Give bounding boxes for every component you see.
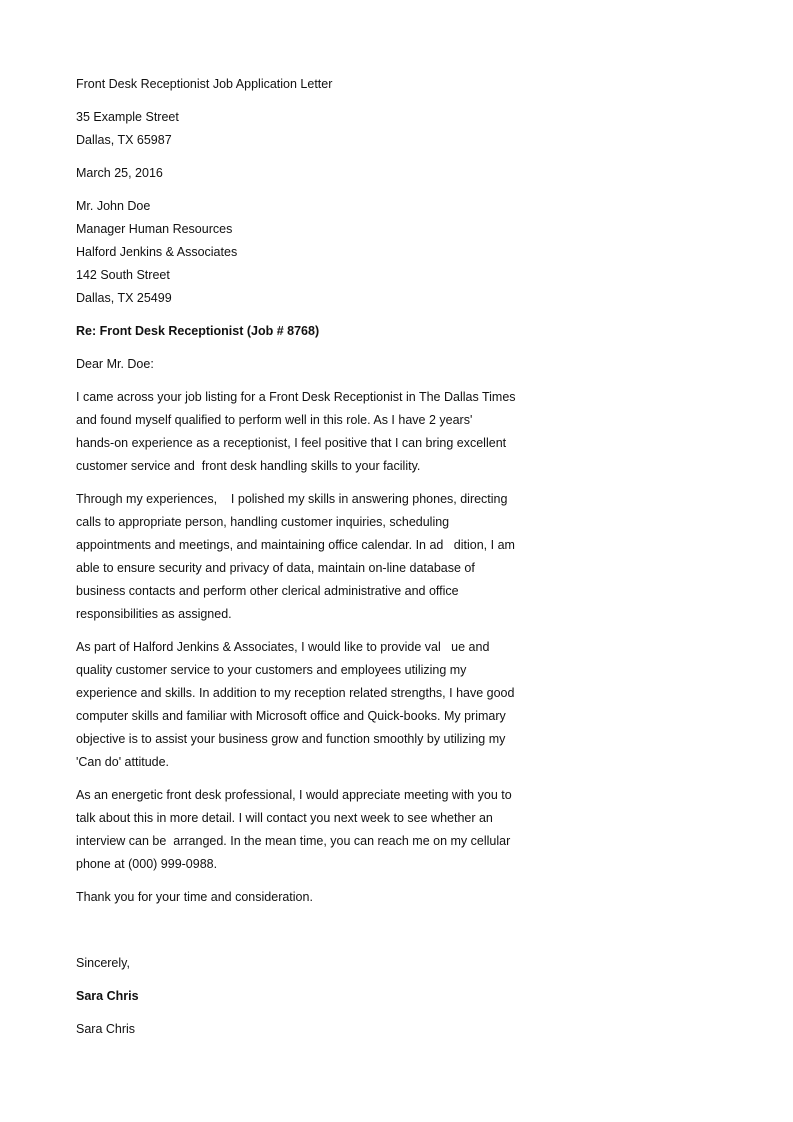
thanks-line: Thank you for your time and consideration. <box>76 890 313 904</box>
paragraph-line: appointments and meetings, and maintaining office calendar. In ad dition, I am <box>76 538 515 552</box>
paragraph-line: objective is to assist your business grow and function smoothly by utilizing my <box>76 732 506 746</box>
paragraph-line: I came across your job listing for a Front Desk Receptionist in The Dallas Times <box>76 390 516 404</box>
salutation: Dear Mr. Doe: <box>76 357 154 371</box>
paragraph-line: business contacts and perform other clerical administrative and office <box>76 584 459 598</box>
body-paragraph-3 <box>76 639 556 777</box>
paragraph-line: talk about this in more detail. I will contact you next week to see whether an <box>76 811 493 825</box>
paragraph-line: 'Can do' attitude. <box>76 755 170 769</box>
signature-bold: Sara Chris <box>76 989 139 1003</box>
paragraph-line: Through my experiences, I polished my skills in answering phones, directing <box>76 492 508 506</box>
recipient-name: Mr. John Doe <box>76 199 151 213</box>
recipient-company: Halford Jenkins & Associates <box>76 245 238 259</box>
paragraph-line: hands-on experience as a receptionist, I feel positive that I can bring excellent <box>76 436 507 450</box>
sender-address-line-2: Dallas, TX 65987 <box>76 133 172 147</box>
sender-address-line-1: 35 Example Street <box>76 110 179 124</box>
paragraph-line: As part of Halford Jenkins & Associates, I would like to provide val ue and <box>76 640 490 654</box>
signature-name: Sara Chris <box>76 1022 136 1036</box>
recipient-street: 142 South Street <box>76 268 170 282</box>
subject-line: Re: Front Desk Receptionist (Job # 8768) <box>76 324 320 338</box>
paragraph-line: and found myself qualified to perform well in this role. As I have 2 years' <box>76 413 473 427</box>
body-paragraph-2 <box>76 491 556 629</box>
recipient-title: Manager Human Resources <box>76 222 233 236</box>
paragraph-line: able to ensure security and privacy of data, maintain on-line database of <box>76 561 475 575</box>
paragraph-line: interview can be arranged. In the mean time, you can reach me on my cellular <box>76 834 511 848</box>
paragraph-line: quality customer service to your customers and employees utilizing my <box>76 663 467 677</box>
paragraph-line: phone at (000) 999-0988. <box>76 857 218 871</box>
letter-title: Front Desk Receptionist Job Application Letter <box>76 77 333 91</box>
letter-date: March 25, 2016 <box>76 166 163 180</box>
paragraph-line: experience and skills. In addition to my reception related strengths, I have good <box>76 686 515 700</box>
body-paragraph-1 <box>76 389 556 481</box>
body-paragraph-4 <box>76 787 556 879</box>
closing: Sincerely, <box>76 956 130 970</box>
paragraph-line: As an energetic front desk professional, I would appreciate meeting with you to <box>76 788 512 802</box>
paragraph-line: customer service and front desk handling skills to your facility. <box>76 459 421 473</box>
paragraph-line: calls to appropriate person, handling customer inquiries, scheduling <box>76 515 450 529</box>
paragraph-line: computer skills and familiar with Microsoft office and Quick-books. My primary <box>76 709 506 723</box>
paragraph-line: responsibilities as assigned. <box>76 607 232 621</box>
recipient-city: Dallas, TX 25499 <box>76 291 172 305</box>
